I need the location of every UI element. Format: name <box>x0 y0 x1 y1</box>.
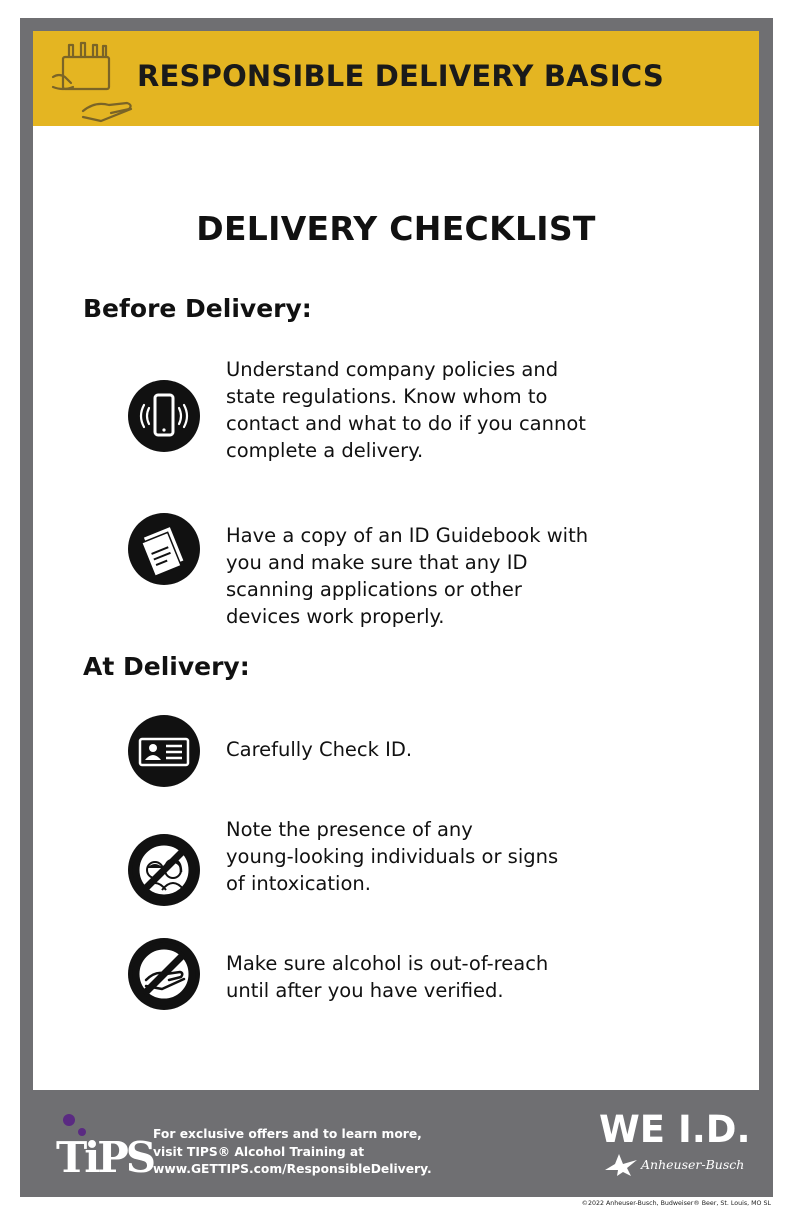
text-line: state regulations. Know whom to <box>226 385 548 408</box>
id-card-icon <box>128 715 200 787</box>
at-item-2-text <box>226 816 626 897</box>
text-line: For exclusive offers and to learn more, <box>153 1127 422 1141</box>
text-line: Have a copy of an ID Guidebook with <box>226 524 589 547</box>
footer <box>20 1090 773 1197</box>
at-item-3-text <box>226 950 626 1004</box>
text-line: Note the presence of any <box>226 818 473 841</box>
no-minors-icon <box>128 834 200 906</box>
text-line: of intoxication. <box>226 872 371 895</box>
tips-logo-text: TiPS <box>56 1133 154 1182</box>
text-line: Make sure alcohol is out-of-reach <box>226 952 549 975</box>
we-id-logo: WE I.D. <box>599 1108 751 1151</box>
brand-name: Anheuser-Busch <box>641 1157 745 1172</box>
text-line: devices work properly. <box>226 605 445 628</box>
before-item-2-text <box>226 522 626 630</box>
page-title: DELIVERY CHECKLIST <box>196 209 596 248</box>
text-line: you and make sure that any ID <box>226 551 528 574</box>
no-reaching-hand-icon <box>128 938 200 1010</box>
text-line: visit TIPS® Alcohol Training at <box>153 1144 365 1159</box>
header-banner <box>33 31 759 126</box>
text-line: young-looking individuals or signs <box>226 845 559 868</box>
text-line: scanning applications or other <box>226 578 522 601</box>
before-item-1-text <box>226 356 626 464</box>
guidebook-icon <box>128 513 200 585</box>
tips-logo <box>54 1110 154 1182</box>
eagle-icon <box>603 1152 639 1178</box>
text-line: complete a delivery. <box>226 439 424 462</box>
anheuser-busch-logo <box>603 1152 743 1178</box>
text-line: Carefully Check ID. <box>226 738 413 761</box>
poster-frame <box>20 18 773 1197</box>
text-line: Understand company policies and <box>226 358 559 381</box>
hand-giving-bottles-icon <box>43 37 143 123</box>
before-delivery-heading: Before Delivery: <box>83 294 312 323</box>
vibrating-phone-icon <box>128 380 200 452</box>
at-item-1-text <box>226 736 626 763</box>
text-line: until after you have verified. <box>226 979 504 1002</box>
text-line: contact and what to do if you cannot <box>226 412 586 435</box>
banner-title: RESPONSIBLE DELIVERY BASICS <box>137 59 664 93</box>
footer-promo-text <box>153 1126 443 1179</box>
poster-body <box>33 31 759 1090</box>
at-delivery-heading: At Delivery: <box>83 652 250 681</box>
copyright-notice: ©2022 Anheuser-Busch, Budweiser® Beer, St. Louis, MO SL <box>581 1200 771 1207</box>
promo-link[interactable]: www.GETTIPS.com/ResponsibleDelivery. <box>153 1162 432 1176</box>
